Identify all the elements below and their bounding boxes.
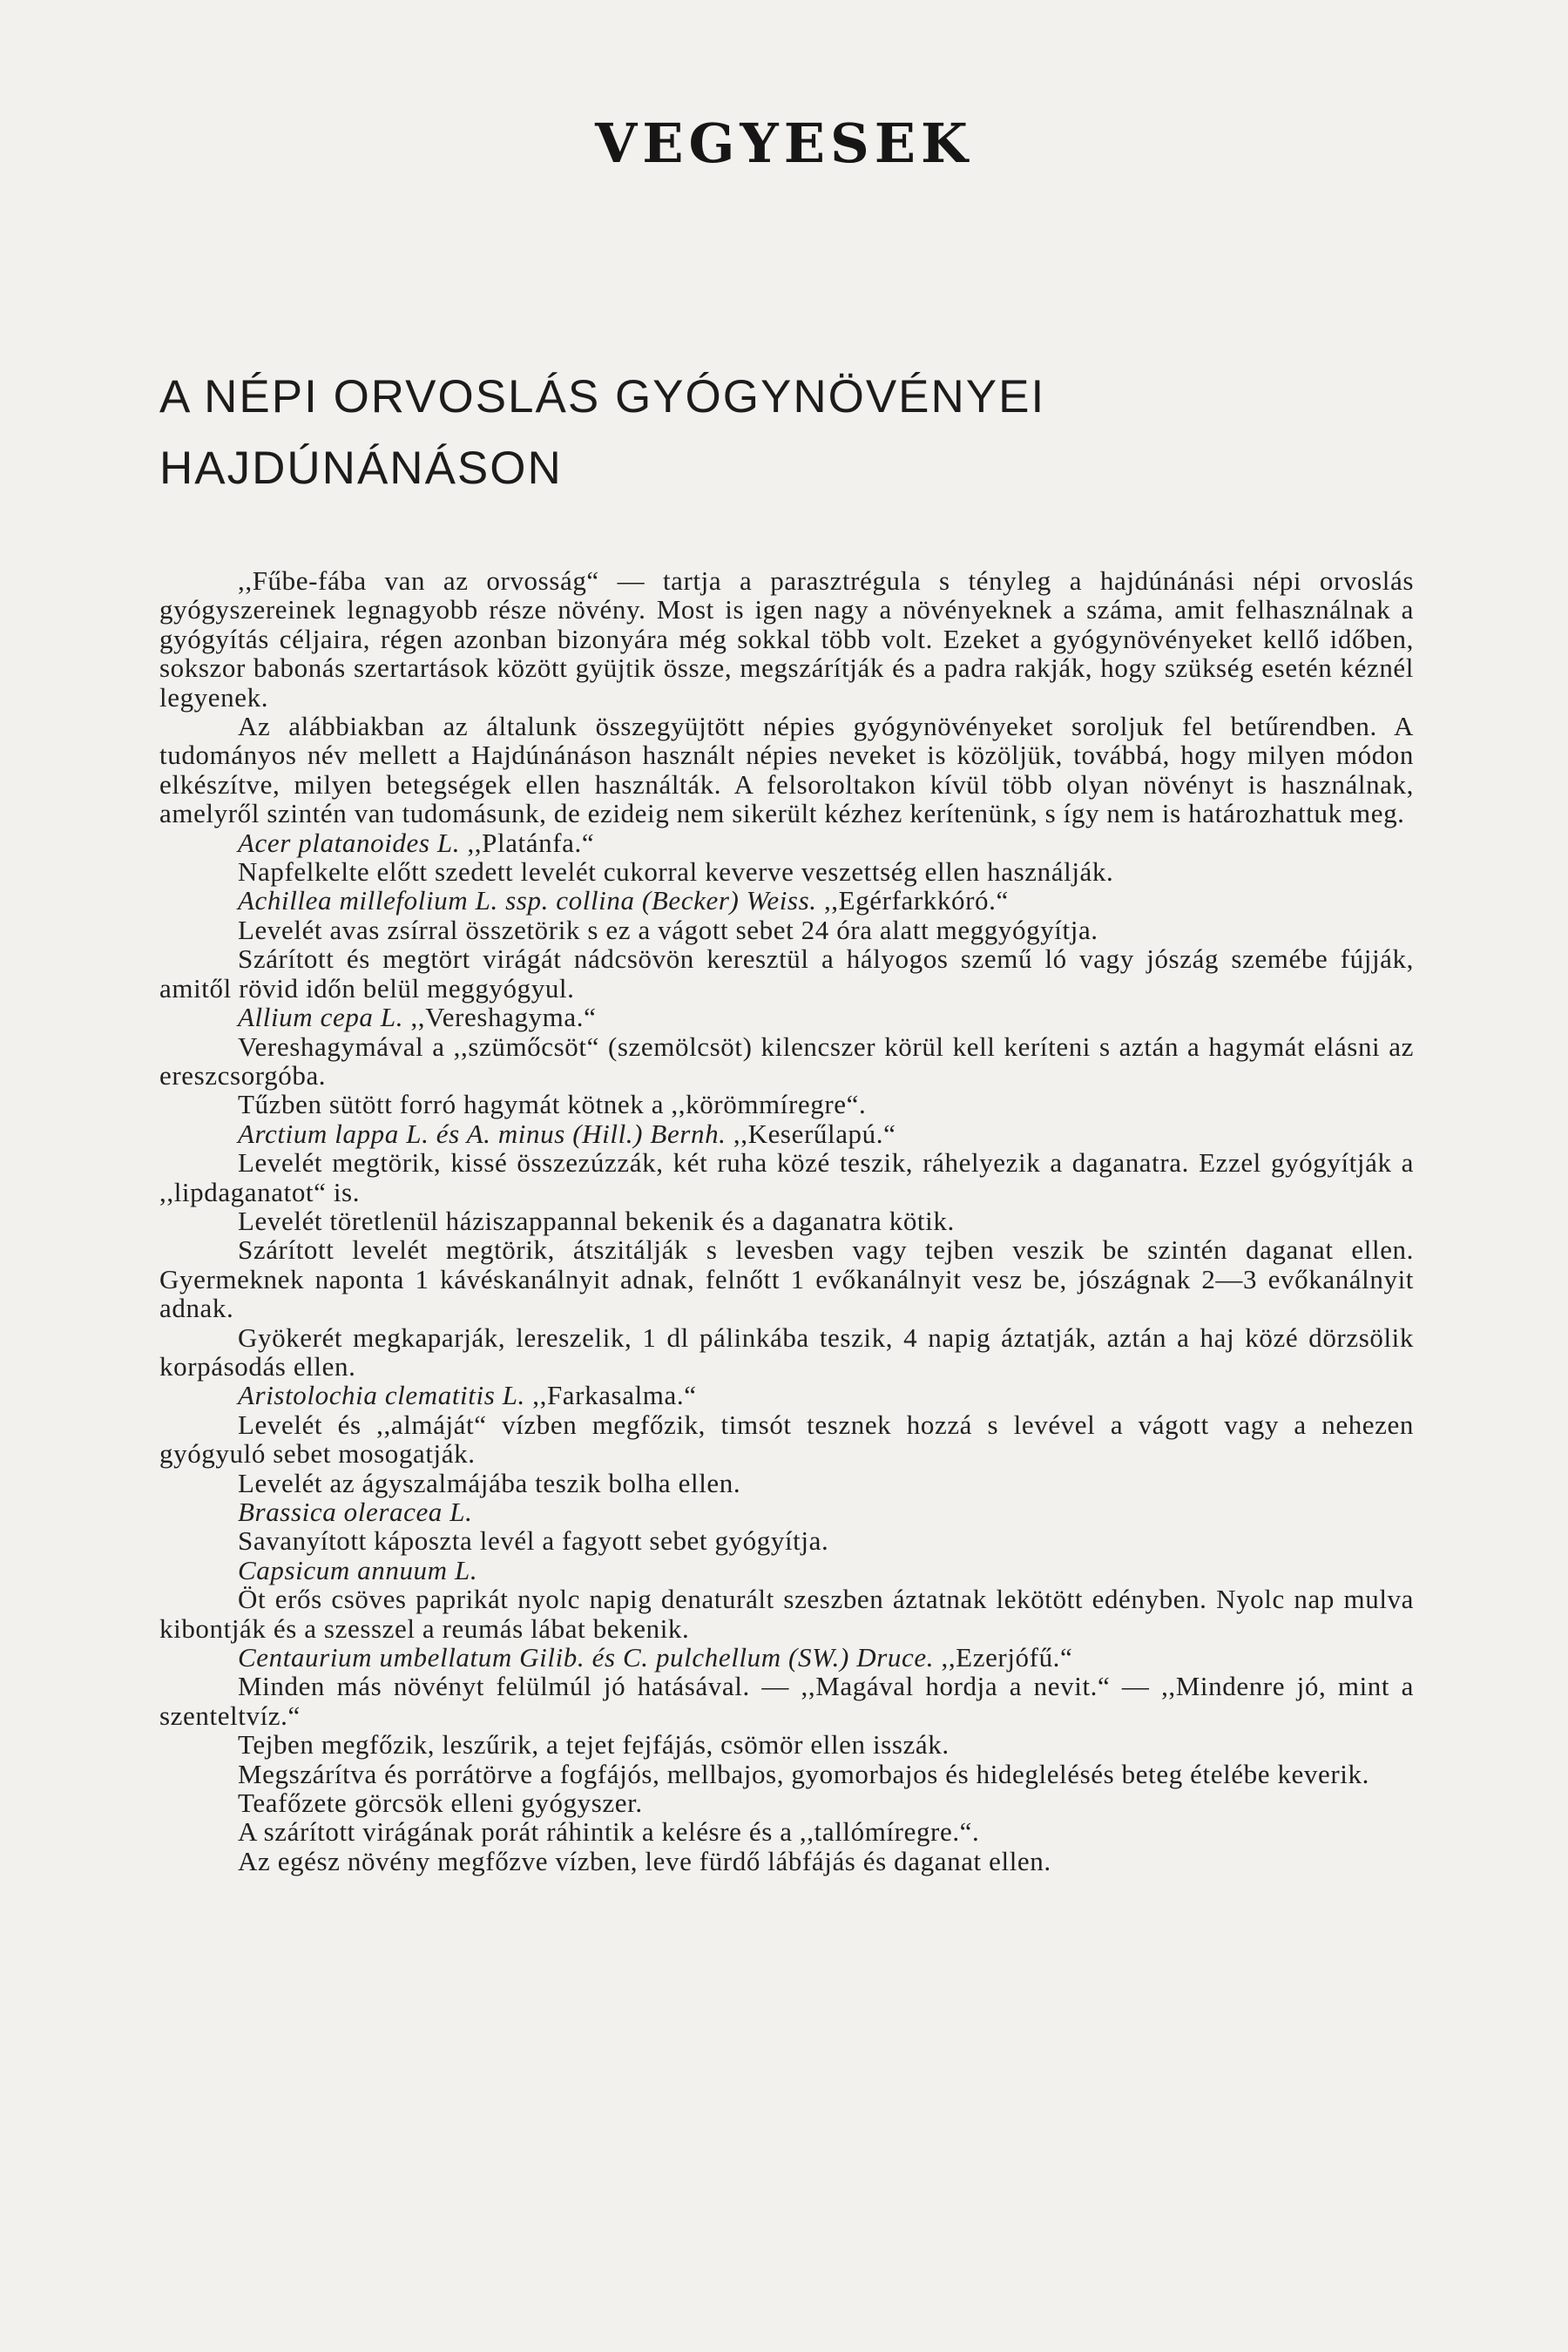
common-name: ,,Ezerjófű.“ — [941, 1642, 1073, 1673]
plant-use: Gyökerét megkaparják, lereszelik, 1 dl pálinkába teszik, 4 napig áztatják, aztán a haj közé dörzsölik korpásodás ellen. — [159, 1321, 1414, 1382]
latin-name: Arctium lappa L. és A. minus (Hill.) Bernh. — [238, 1118, 727, 1149]
plant-use: Tűzben sütött forró hagymát kötnek a ,,körömmíregre“. — [238, 1089, 867, 1120]
plant-entry-heading — [159, 1003, 1414, 1031]
latin-name: Capsicum annuum L. — [238, 1554, 478, 1585]
plant-use: Megszárítva és porrátörve a fogfájós, mellbajos, gyomorbajos és hideglelésés beteg ételébe keverik. — [238, 1758, 1369, 1789]
plant-use: Levelét töretlenül háziszappannal bekenik és a daganatra kötik. — [238, 1205, 955, 1236]
plant-use: Öt erős csöves paprikát nyolc napig denaturált szeszben áztatnak lekötött edényben. Nyolc nap mulva kibontják és a szesszel a reumás lábat bekenik. — [159, 1584, 1414, 1644]
article-title-line-2: HAJDÚNÁNÁSON — [159, 443, 563, 494]
article-body — [159, 566, 1414, 1876]
latin-name: Acer platanoides L. — [238, 827, 461, 858]
latin-name: Aristolochia clematitis L. — [238, 1380, 525, 1411]
plant-use: Teafőzete görcsök elleni gyógyszer. — [238, 1788, 643, 1819]
plant-use: Minden más növényt felülmúl jó hatásával. — ,,Magával hordja a nevit.“ — ,,Mindenre jó, mint a szenteltvíz.“ — [159, 1671, 1414, 1731]
plant-use: Savanyított káposzta levél a fagyott sebet gyógyítja. — [238, 1525, 829, 1557]
plant-use: Levelét megtörik, kissé összezúzzák, két ruha közé teszik, ráhelyezik a daganatra. Ezzel gyógyítják a ,,lipdaganatot“ is. — [159, 1147, 1414, 1207]
common-name: ,,Farkasalma.“ — [532, 1380, 697, 1411]
intro-paragraph: ,,Fűbe-fába van az orvosság“ — tartja a parasztrégula s tényleg a hajdúnánási népi orvoslás gyógyszereinek legnagyobb része növény. Most is igen nagy a növényeknek a száma, amit felhasználnak a gyógyítás céljaira, régen azonban bizonyára még sokkal több volt. Ezeket a gyógynövényeket kellő időben, sokszor babonás szertartások között gyüjtik össze, megszárítják és a padra rakják, hogy szükség esetén kéznél legyenek. — [159, 565, 1414, 713]
plant-use: Az egész növény megfőzve vízben, leve fürdő lábfájás és daganat ellen. — [238, 1845, 1051, 1876]
section-heading: VEGYESEK — [595, 112, 973, 175]
article-title-line-1: A NÉPI ORVOSLÁS GYÓGYNÖVÉNYEI — [159, 371, 1046, 422]
common-name: ,,Egérfarkkóró.“ — [823, 885, 1009, 916]
plant-use: A szárított virágának porát ráhintik a kelésre és a ,,tallómíregre.“. — [238, 1816, 980, 1848]
common-name: ,,Keserűlapú.“ — [733, 1118, 896, 1149]
plant-use: Levelét az ágyszalmájába teszik bolha ellen. — [238, 1467, 741, 1498]
plant-entry-heading — [159, 1381, 1414, 1409]
plant-use: Napfelkelte előtt szedett levelét cukorral keverve veszettség ellen használják. — [238, 856, 1114, 888]
plant-use: Tejben megfőzik, leszűrik, a tejet fejfájás, csömör ellen isszák. — [238, 1729, 950, 1761]
latin-name: Achillea millefolium L. ssp. collina (Becker) Weiss. — [238, 885, 817, 916]
plant-use: Vereshagymával a ,,szümőcsöt“ (szemölcsöt) kilencszer körül kell keríteni s aztán a hagymát elásni az ereszcsorgóba. — [159, 1031, 1414, 1091]
latin-name: Centaurium umbellatum Gilib. és C. pulchellum (SW.) Druce. — [238, 1642, 935, 1673]
plant-use: Levelét és ,,almáját“ vízben megfőzik, timsót tesznek hozzá s levével a vágott vagy a nehezen gyógyuló sebet mosogatják. — [159, 1409, 1414, 1470]
plant-entry-heading — [159, 1497, 1414, 1526]
plant-entry-heading — [159, 828, 1414, 857]
plant-entry-heading — [159, 1119, 1414, 1148]
article-title — [159, 362, 1423, 504]
plant-entry-heading — [159, 1556, 1414, 1585]
plant-use: Szárított levelét megtörik, átszitálják s levesben vagy tejben veszik be szintén daganat ellen. Gyermeknek naponta 1 kávéskanálnyit adnak, felnőtt 1 evőkanálnyit vesz be, jószágnak 2—3 evőkanálnyit adnak. — [159, 1234, 1414, 1324]
common-name: ,,Platánfa.“ — [467, 827, 595, 858]
plant-entry-heading — [159, 1643, 1414, 1672]
plant-entry-heading — [159, 886, 1414, 915]
plant-use: Szárított és megtört virágát nádcsövön keresztül a hályogos szemű ló vagy jószág szemébe fújják, amitől rövid időn belül meggyógyul. — [159, 943, 1414, 1004]
latin-name: Brassica oleracea L. — [238, 1497, 473, 1527]
intro-paragraph: Az alábbiakban az általunk összegyüjtött népies gyógynövényeket soroljuk fel betűrendben. A tudományos név mellett a Hajdúnánáson használt népies neveket is közöljük, továbbá, hogy milyen módon elkészítve, milyen betegségek ellen használták. A felsoroltakon kívül több olyan növényt is használnak, amelyről szintén van tudomásunk, de ezideig nem sikerült kézhez kerítenünk, s így nem is határozhattuk meg. — [159, 711, 1414, 829]
plant-use: Levelét avas zsírral összetörik s ez a vágott sebet 24 óra alatt meggyógyítja. — [238, 914, 1098, 945]
common-name: ,,Vereshagyma.“ — [410, 1002, 597, 1033]
latin-name: Allium cepa L. — [238, 1002, 404, 1033]
